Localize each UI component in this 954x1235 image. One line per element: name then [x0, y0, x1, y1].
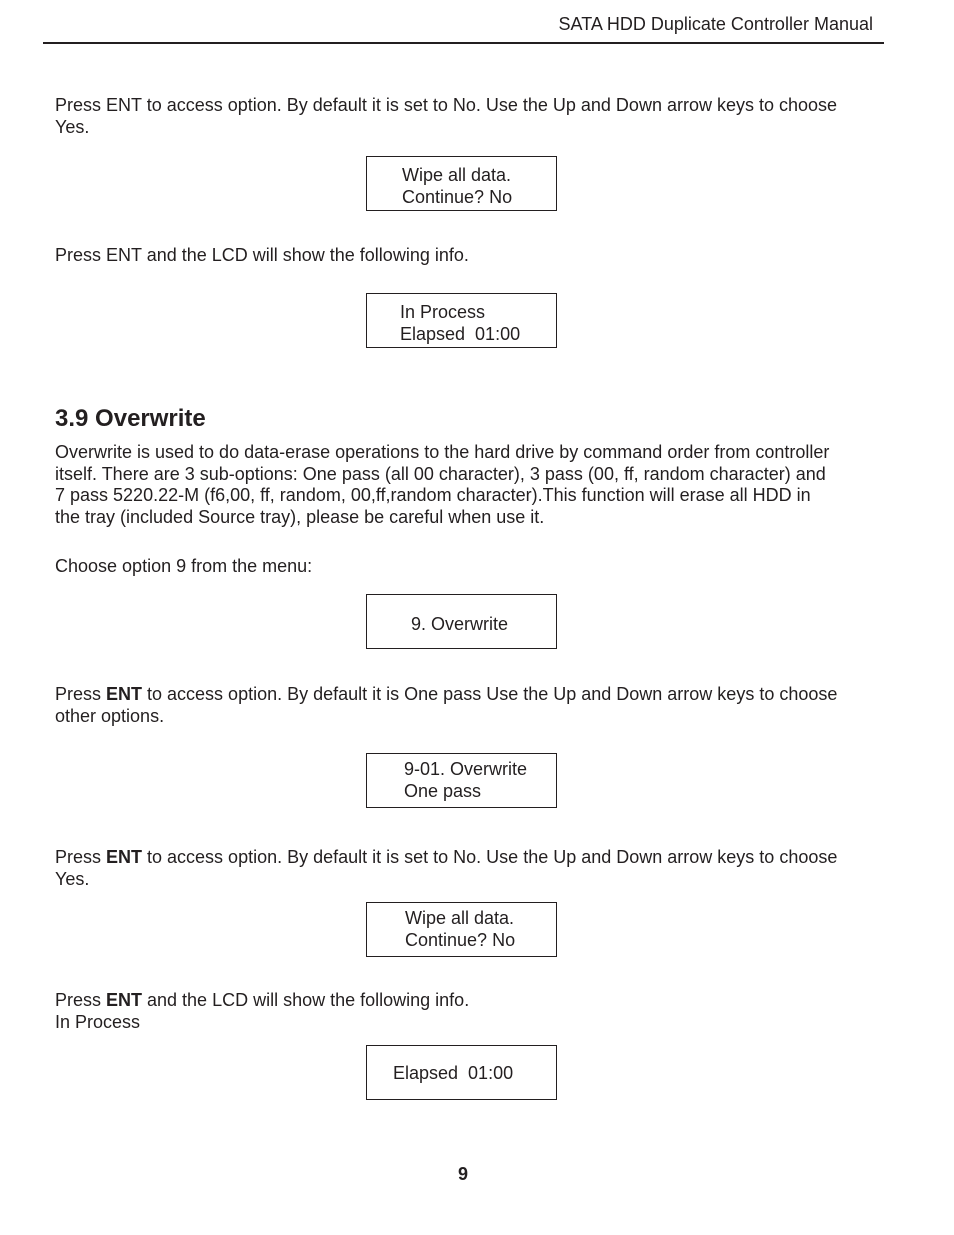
- lcd-line: One pass: [404, 781, 482, 801]
- lcd-line: Continue? No: [402, 187, 513, 207]
- paragraph-wipe-access-2: [55, 847, 885, 890]
- paragraph-line: [55, 847, 885, 869]
- text-run: Press: [55, 990, 107, 1010]
- header-divider: [43, 42, 884, 44]
- lcd-line: Elapsed 01:00: [393, 1063, 514, 1083]
- lcd-display-wipe-confirm-2: [366, 902, 557, 957]
- paragraph-line: other options.: [55, 705, 165, 726]
- paragraph-line: [55, 684, 885, 706]
- paragraph-line: 7 pass 5220.22-M (f6,00, ff, random, 00,ff,random character).This function will erase all HDD in: [55, 485, 811, 506]
- paragraph-line: Press ENT and the LCD will show the following info.: [55, 245, 469, 265]
- paragraph-line: [55, 990, 885, 1012]
- lcd-display-elapsed: [366, 1045, 557, 1100]
- page-number: 9: [457, 1164, 468, 1184]
- paragraph-line: Press ENT to access option. By default it is set to No. Use the Up and Down arrow keys to choose: [55, 95, 838, 115]
- paragraph-line: Overwrite is used to do data-erase operations to the hard drive by command order from controller: [55, 442, 830, 462]
- paragraph-line: In Process: [55, 1011, 141, 1032]
- manual-title: SATA HDD Duplicate Controller Manual: [558, 14, 873, 34]
- paragraph-choose-option: [55, 556, 885, 578]
- paragraph-line: Yes.: [55, 868, 90, 889]
- paragraph-lcd-info-2: [55, 990, 885, 1033]
- text-run: Press: [55, 847, 107, 867]
- lcd-display-in-process: [366, 293, 557, 348]
- lcd-line: In Process: [400, 302, 486, 322]
- paragraph-line: itself. There are 3 sub-options: One pass (all 00 character), 3 pass (00, ff, random character) and: [55, 463, 826, 484]
- paragraph-overwrite-access: [55, 684, 885, 727]
- key-name: ENT: [106, 847, 143, 867]
- lcd-line: Wipe all data.: [402, 165, 512, 185]
- paragraph-lcd-info: [55, 245, 885, 267]
- paragraph-line: the tray (included Source tray), please be careful when use it.: [55, 507, 545, 528]
- lcd-line: Wipe all data.: [405, 908, 515, 928]
- section-number: 3.9: [55, 405, 89, 432]
- lcd-display-overwrite-option: [366, 753, 557, 808]
- lcd-line: Continue? No: [405, 930, 516, 950]
- paragraph-line: Choose option 9 from the menu:: [55, 556, 313, 576]
- lcd-line: 9-01. Overwrite: [404, 759, 528, 779]
- paragraph-wipe-access: [55, 95, 885, 138]
- lcd-line: Elapsed 01:00: [400, 324, 521, 344]
- lcd-display-wipe-confirm: [366, 156, 557, 211]
- paragraph-overwrite-description: [55, 442, 885, 529]
- lcd-line: 9. Overwrite: [411, 614, 509, 634]
- text-run: to access option. By default it is One pass Use the Up and Down arrow keys to choose: [142, 684, 838, 704]
- text-run: Press: [55, 684, 107, 704]
- lcd-display-overwrite-menu: [366, 594, 557, 649]
- key-name: ENT: [106, 990, 143, 1010]
- text-run: to access option. By default it is set to No. Use the Up and Down arrow keys to choose: [142, 847, 838, 867]
- section-heading: [55, 404, 206, 434]
- key-name: ENT: [106, 684, 143, 704]
- section-title: Overwrite: [95, 405, 206, 432]
- paragraph-line: Yes.: [55, 116, 90, 137]
- text-run: and the LCD will show the following info.: [142, 990, 470, 1010]
